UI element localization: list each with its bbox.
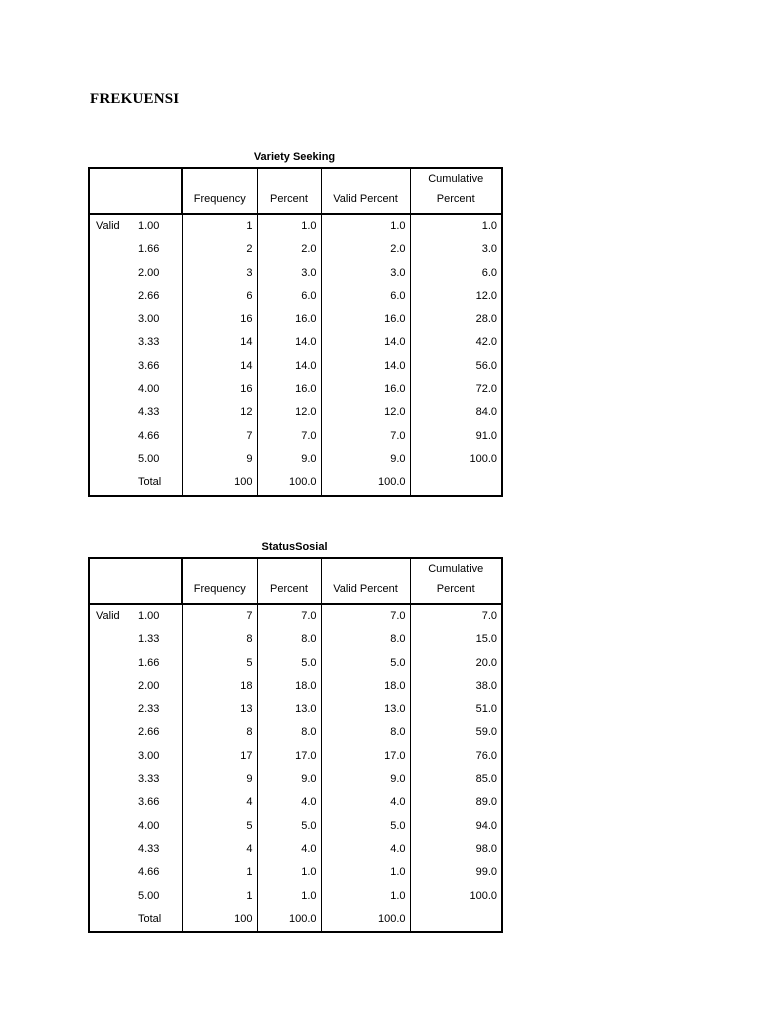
cell-cumulative-percent: 76.0 <box>410 745 502 768</box>
cell-valid-percent: 14.0 <box>321 355 410 378</box>
row-group-label <box>89 791 136 814</box>
cell-valid-percent: 3.0 <box>321 262 410 285</box>
cell-frequency: 14 <box>182 355 257 378</box>
row-group-label <box>89 262 136 285</box>
cell-frequency: 18 <box>182 675 257 698</box>
table-row <box>89 378 502 401</box>
row-category: 3.00 <box>138 749 160 762</box>
row-category: 2.00 <box>138 266 160 279</box>
cell-valid-percent: 17.0 <box>321 745 410 768</box>
table-row <box>89 471 502 495</box>
table-row <box>89 908 502 932</box>
row-category: 1.00 <box>138 220 160 232</box>
cell-cumulative-percent: 1.0 <box>410 214 502 238</box>
row-group-label <box>89 425 136 448</box>
row-group-label <box>89 401 136 424</box>
cell-valid-percent: 2.0 <box>321 238 410 261</box>
cell-frequency: 4 <box>182 791 257 814</box>
cell-frequency: 4 <box>182 838 257 861</box>
row-category: 3.33 <box>138 336 160 349</box>
cell-percent: 100.0 <box>257 471 321 495</box>
cell-percent: 17.0 <box>257 745 321 768</box>
cell-valid-percent: 6.0 <box>321 285 410 308</box>
table-row <box>89 285 502 308</box>
row-group-label <box>89 331 136 354</box>
cell-cumulative-percent: 94.0 <box>410 815 502 838</box>
cell-percent: 2.0 <box>257 238 321 261</box>
table-body <box>89 604 502 932</box>
cell-cumulative-percent: 72.0 <box>410 378 502 401</box>
table-row <box>89 355 502 378</box>
header-valid-percent: Valid Percent <box>321 558 410 604</box>
cell-valid-percent: 100.0 <box>321 471 410 495</box>
cell-percent: 100.0 <box>257 908 321 932</box>
table-header-row <box>89 558 502 604</box>
cell-percent: 1.0 <box>257 861 321 884</box>
header-cumulative-percent: Cumulative Percent <box>410 168 502 214</box>
row-category: 3.66 <box>138 796 160 809</box>
cell-percent: 8.0 <box>257 721 321 744</box>
cell-frequency: 17 <box>182 745 257 768</box>
row-group-label <box>89 238 136 261</box>
cell-cumulative-percent <box>410 471 502 495</box>
cell-percent: 6.0 <box>257 285 321 308</box>
table-row <box>89 861 502 884</box>
row-category: Total <box>138 912 162 925</box>
table-row <box>89 698 502 721</box>
cell-cumulative-percent: 20.0 <box>410 652 502 675</box>
table-row <box>89 628 502 651</box>
cell-cumulative-percent: 51.0 <box>410 698 502 721</box>
cell-cumulative-percent: 89.0 <box>410 791 502 814</box>
table-row <box>89 262 502 285</box>
cell-valid-percent: 13.0 <box>321 698 410 721</box>
table-row <box>89 652 502 675</box>
row-group-label <box>89 745 136 768</box>
row-group-label <box>89 698 136 721</box>
row-group-label <box>89 308 136 331</box>
cell-frequency: 14 <box>182 331 257 354</box>
header-frequency: Frequency <box>182 168 257 214</box>
row-category: 4.66 <box>138 866 160 879</box>
row-category: 2.00 <box>138 679 160 692</box>
header-stub <box>89 558 182 604</box>
frequency-table <box>88 167 503 497</box>
header-percent: Percent <box>257 168 321 214</box>
cell-valid-percent: 1.0 <box>321 214 410 238</box>
page-title: FREKUENSI <box>90 91 180 107</box>
table-row <box>89 238 502 261</box>
cell-valid-percent: 8.0 <box>321 721 410 744</box>
cell-cumulative-percent: 28.0 <box>410 308 502 331</box>
cell-cumulative-percent: 100.0 <box>410 448 502 471</box>
cell-frequency: 100 <box>182 471 257 495</box>
row-group-label <box>89 675 136 698</box>
cell-valid-percent: 5.0 <box>321 652 410 675</box>
table-row <box>89 331 502 354</box>
cell-cumulative-percent: 84.0 <box>410 401 502 424</box>
cell-valid-percent: 1.0 <box>321 861 410 884</box>
cell-cumulative-percent: 42.0 <box>410 331 502 354</box>
header-stub <box>89 168 182 214</box>
cell-valid-percent: 4.0 <box>321 838 410 861</box>
table-title: StatusSosial <box>261 541 328 553</box>
row-category: 4.00 <box>138 819 160 832</box>
cell-percent: 13.0 <box>257 698 321 721</box>
table-row <box>89 308 502 331</box>
cell-frequency: 3 <box>182 262 257 285</box>
cell-frequency: 9 <box>182 768 257 791</box>
cell-valid-percent: 1.0 <box>321 885 410 908</box>
row-group-label <box>89 652 136 675</box>
cell-cumulative-percent: 12.0 <box>410 285 502 308</box>
table-row <box>89 768 502 791</box>
row-group-label <box>89 908 136 932</box>
row-category: 2.66 <box>138 726 160 739</box>
cell-frequency: 2 <box>182 238 257 261</box>
cell-percent: 5.0 <box>257 652 321 675</box>
table-row <box>89 721 502 744</box>
cell-cumulative-percent: 98.0 <box>410 838 502 861</box>
cell-valid-percent: 5.0 <box>321 815 410 838</box>
cell-percent: 1.0 <box>257 885 321 908</box>
table-row <box>89 448 502 471</box>
cell-valid-percent: 8.0 <box>321 628 410 651</box>
table-row <box>89 214 502 238</box>
cell-valid-percent: 9.0 <box>321 768 410 791</box>
cell-valid-percent: 16.0 <box>321 308 410 331</box>
cell-cumulative-percent <box>410 908 502 932</box>
row-category: 1.00 <box>138 610 160 622</box>
cell-cumulative-percent: 91.0 <box>410 425 502 448</box>
cell-percent: 14.0 <box>257 331 321 354</box>
row-group-label <box>89 815 136 838</box>
cell-cumulative-percent: 100.0 <box>410 885 502 908</box>
cell-frequency: 6 <box>182 285 257 308</box>
row-group-label <box>89 471 136 495</box>
cell-frequency: 16 <box>182 378 257 401</box>
row-category: 1.66 <box>138 656 160 669</box>
cell-percent: 3.0 <box>257 262 321 285</box>
frequency-table-variety-seeking <box>88 151 501 497</box>
cell-valid-percent: 7.0 <box>321 425 410 448</box>
table-row <box>89 604 502 628</box>
cell-cumulative-percent: 3.0 <box>410 238 502 261</box>
cell-percent: 5.0 <box>257 815 321 838</box>
cell-cumulative-percent: 56.0 <box>410 355 502 378</box>
row-category: 1.66 <box>138 243 160 256</box>
row-category: 3.00 <box>138 313 160 326</box>
cell-valid-percent: 12.0 <box>321 401 410 424</box>
frequency-table-status-sosial <box>88 541 501 933</box>
cell-valid-percent: 18.0 <box>321 675 410 698</box>
cell-frequency: 16 <box>182 308 257 331</box>
header-valid-percent: Valid Percent <box>321 168 410 214</box>
cell-percent: 14.0 <box>257 355 321 378</box>
row-category: Total <box>138 476 162 489</box>
row-category: 2.33 <box>138 703 160 716</box>
cell-frequency: 5 <box>182 815 257 838</box>
row-group-label <box>89 378 136 401</box>
table-row <box>89 885 502 908</box>
cell-cumulative-percent: 59.0 <box>410 721 502 744</box>
cell-valid-percent: 7.0 <box>321 604 410 628</box>
cell-valid-percent: 14.0 <box>321 331 410 354</box>
header-percent: Percent <box>257 558 321 604</box>
cell-frequency: 100 <box>182 908 257 932</box>
row-category: 5.00 <box>138 889 160 902</box>
cell-percent: 9.0 <box>257 768 321 791</box>
cell-frequency: 12 <box>182 401 257 424</box>
row-category: 4.33 <box>138 842 160 855</box>
row-category: 2.66 <box>138 289 160 302</box>
cell-percent: 4.0 <box>257 791 321 814</box>
cell-percent: 4.0 <box>257 838 321 861</box>
table-row <box>89 838 502 861</box>
cell-percent: 12.0 <box>257 401 321 424</box>
cell-cumulative-percent: 38.0 <box>410 675 502 698</box>
cell-percent: 9.0 <box>257 448 321 471</box>
table-row <box>89 791 502 814</box>
row-group-label <box>89 628 136 651</box>
row-group-label <box>89 768 136 791</box>
cell-percent: 7.0 <box>257 604 321 628</box>
row-category: 5.00 <box>138 452 160 465</box>
table-row <box>89 675 502 698</box>
row-category: 4.33 <box>138 406 160 419</box>
cell-frequency: 8 <box>182 628 257 651</box>
row-group-label: Valid <box>96 220 120 232</box>
row-category: 4.66 <box>138 429 160 442</box>
cell-percent: 7.0 <box>257 425 321 448</box>
row-category: 4.00 <box>138 383 160 396</box>
table-row <box>89 745 502 768</box>
table-title: Variety Seeking <box>253 151 336 163</box>
cell-frequency: 1 <box>182 885 257 908</box>
cell-valid-percent: 4.0 <box>321 791 410 814</box>
cell-cumulative-percent: 99.0 <box>410 861 502 884</box>
cell-percent: 18.0 <box>257 675 321 698</box>
cell-frequency: 1 <box>182 214 257 238</box>
cell-cumulative-percent: 7.0 <box>410 604 502 628</box>
table-row <box>89 815 502 838</box>
frequency-table <box>88 557 503 933</box>
cell-frequency: 7 <box>182 604 257 628</box>
row-group-label <box>89 885 136 908</box>
header-cumulative-percent: Cumulative Percent <box>410 558 502 604</box>
row-category: 3.66 <box>138 359 160 372</box>
cell-cumulative-percent: 85.0 <box>410 768 502 791</box>
row-group-label <box>89 721 136 744</box>
cell-frequency: 1 <box>182 861 257 884</box>
row-group-label <box>89 355 136 378</box>
header-frequency: Frequency <box>182 558 257 604</box>
row-group-label <box>89 285 136 308</box>
cell-cumulative-percent: 15.0 <box>410 628 502 651</box>
cell-valid-percent: 9.0 <box>321 448 410 471</box>
row-group-label <box>89 448 136 471</box>
cell-percent: 1.0 <box>257 214 321 238</box>
row-group-label: Valid <box>96 610 120 622</box>
cell-percent: 16.0 <box>257 378 321 401</box>
cell-cumulative-percent: 6.0 <box>410 262 502 285</box>
row-category: 3.33 <box>138 773 160 786</box>
cell-frequency: 7 <box>182 425 257 448</box>
cell-valid-percent: 100.0 <box>321 908 410 932</box>
cell-frequency: 8 <box>182 721 257 744</box>
cell-frequency: 13 <box>182 698 257 721</box>
cell-frequency: 5 <box>182 652 257 675</box>
row-group-label <box>89 838 136 861</box>
cell-percent: 8.0 <box>257 628 321 651</box>
row-group-label <box>89 861 136 884</box>
table-body <box>89 214 502 496</box>
table-header-row <box>89 168 502 214</box>
row-category: 1.33 <box>138 633 160 646</box>
cell-valid-percent: 16.0 <box>321 378 410 401</box>
table-row <box>89 401 502 424</box>
table-row <box>89 425 502 448</box>
cell-percent: 16.0 <box>257 308 321 331</box>
cell-frequency: 9 <box>182 448 257 471</box>
